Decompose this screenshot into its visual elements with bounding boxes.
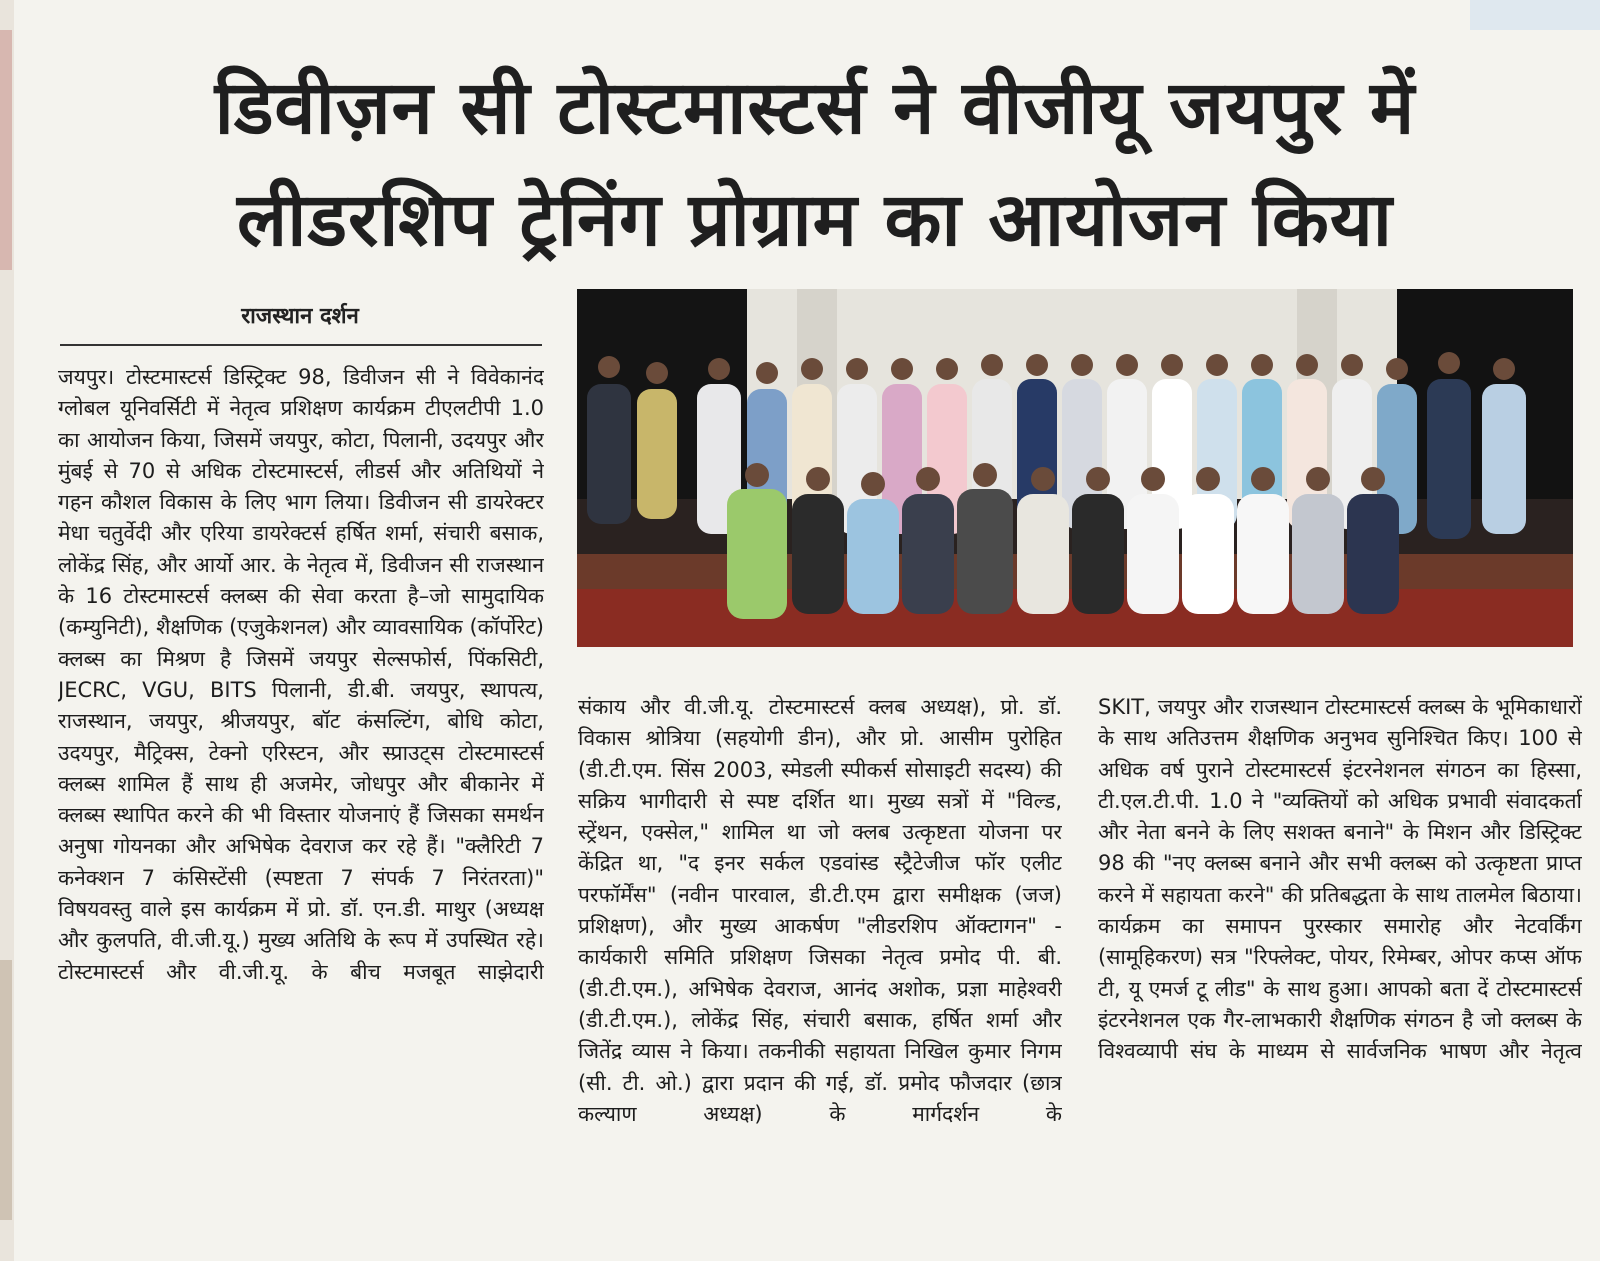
column-3-text: SKIT, जयपुर और राजस्थान टोस्टमास्टर्स क्लब्स के भूमिकाधारों के साथ अतिउत्तम शैक्षणिक अनुभव सुनिश्चित किए। 100 से अधिक वर्ष पुराने टोस्टमास्टर्स इंटरनेशनल संगठन का हिस्सा, टी.एल.टी.पी. 1.0 ने "व्यक्तियों को अधिक प्रभावी संवादकर्ता और नेता बनने के लिए सशक्त बनाने" के मिशन और डिस्ट्रिक्ट 98 की "नए क्लब्स बनाने और सभी क्लब्स को उत्कृष्टता प्राप्त करने में सहायता करने" की प्रतिबद्धता के साथ तालमेल बिठाया। कार्यक्रम का समापन पुरस्कार समारोह और नेटवर्किंग (सामूहिकरण) सत्र "रिफ्लेक्ट, पोयर, रिमेम्बर, ओपर कप्स ऑफ टी, यू एमर्ज टू लीड" के साथ हुआ। आपको बता दें टोस्टमास्टर्स इंटरनेशनल एक गैर-लाभकारी शैक्षणिक संगठन है जो क्लब्स के विश्वव्यापी संघ के माध्यम से सार्वजनिक भाषण और नेतृत्व	[1098, 695, 1582, 1064]
left-edge-photo-fragment	[0, 960, 12, 1220]
top-right-fragment	[1470, 0, 1600, 30]
source-byline: राजस्थान दर्शन	[241, 304, 359, 329]
article-column-3	[1098, 692, 1582, 1261]
byline-divider	[60, 344, 542, 346]
article-column-1	[58, 362, 544, 1261]
left-page-edge	[0, 0, 14, 1261]
headline-line-1: डिवीज़न सी टोस्टमास्टर्स ने वीजीयू जयपुर में	[214, 65, 1416, 151]
headline	[60, 52, 1570, 276]
group-photo	[577, 289, 1573, 647]
article-column-2	[578, 692, 1062, 1261]
column-2-text: संकाय और वी.जी.यू. टोस्टमास्टर्स क्लब अध्यक्ष), प्रो. डॉ. विकास श्रोत्रिया (सहयोगी डीन), और प्रो. आसीम पुरोहित (डी.टी.एम. सिंस 2003, स्मेडली स्पीकर्स सोसाइटी सदस्य) की सक्रिय भागीदारी से स्पष्ट दर्शित था। मुख्य सत्रों में "विल्ड, स्ट्रेंथन, एक्सेल," शामिल था जो क्लब उत्कृष्टता योजना पर केंद्रित था, "द इनर सर्कल एडवांस्ड स्ट्रैटेजीज फॉर एलीट परफॉर्मेंस" (नवीन पारवाल, डी.टी.एम द्वारा समीक्षक (जज) प्रशिक्षण), और मुख्य आकर्षण "लीडरशिप ऑक्टागन" - कार्यकारी समिति प्रशिक्षण जिसका नेतृत्व प्रमोद पी. बी. (डी.टी.एम.), अभिषेक देवराज, आनंद अशोक, प्रज्ञा माहेश्वरी (डी.टी.एम.), लोकेंद्र सिंह, संचारी बसाक, हर्षित शर्मा और जितेंद्र व्यास ने किया। तकनीकी सहायता निखिल कुमार निगम (सी. टी. ओ.) द्वारा प्रदान की गई, डॉ. प्रमोद फौजदार (छात्र कल्याण अध्यक्ष) के मार्गदर्शन के	[578, 695, 1062, 1126]
headline-line-2: लीडरशिप ट्रेनिंग प्रोग्राम का आयोजन किया	[237, 177, 1393, 263]
left-edge-photo-fragment	[0, 30, 12, 270]
column-1-text: जयपुर। टोस्टमास्टर्स डिस्ट्रिक्ट 98, डिवीजन सी ने विवेकानंद ग्लोबल यूनिवर्सिटी में नेतृत्व प्रशिक्षण कार्यक्रम टीएलटीपी 1.0 का आयोजन किया, जिसमें जयपुर, कोटा, पिलानी, उदयपुर और मुंबई से 70 से अधिक टोस्टमास्टर्स, लीडर्स और अतिथियों ने गहन कौशल विकास के लिए भाग लिया। डिवीजन सी डायरेक्टर मेधा चतुर्वेदी और एरिया डायरेक्टर्स हर्षित शर्मा, संचारी बसाक, लोकेंद्र सिंह, और आर्यो आर. के नेतृत्व में, डिवीजन सी राजस्थान के 16 टोस्टमास्टर्स क्लब्स की सेवा करता है–जो सामुदायिक (कम्युनिटी), शैक्षणिक (एजुकेशनल) और व्यावसायिक (कॉर्पोरेट) क्लब्स का मिश्रण है जिसमें जयपुर सेल्सफोर्स, पिंकसिटी, JECRC, VGU, BITS पिलानी, डी.बी. जयपुर, स्थापत्य, राजस्थान, जयपुर, श्रीजयपुर, बॉट कंसल्टिंग, बोधि कोटा, उदयपुर, मैट्रिक्स, टेक्नो एरिस्टन, और स्प्राउट्स टोस्टमास्टर्स क्लब्स शामिल हैं साथ ही अजमेर, जोधपुर और बीकानेर में क्लब्स स्थापित करने की भी विस्तार योजनाएं हैं जिसका समर्थन अनुषा गोयनका और अभिषेक देवराज कर रहे हैं। "क्लैरिटी 7 कनेक्शन 7 कंसिस्टेंसी (स्पष्टता 7 संपर्क 7 निरंतरता)" विषयवस्तु वाले इस कार्यक्रम में प्रो. डॉ. एन.डी. माथुर (अध्यक्ष और कुलपति, वी.जी.यू.) मुख्य अतिथि के रूप में उपस्थित रहे। टोस्टमास्टर्स और वी.जी.यू. के बीच मजबूत साझेदारी	[58, 365, 544, 984]
